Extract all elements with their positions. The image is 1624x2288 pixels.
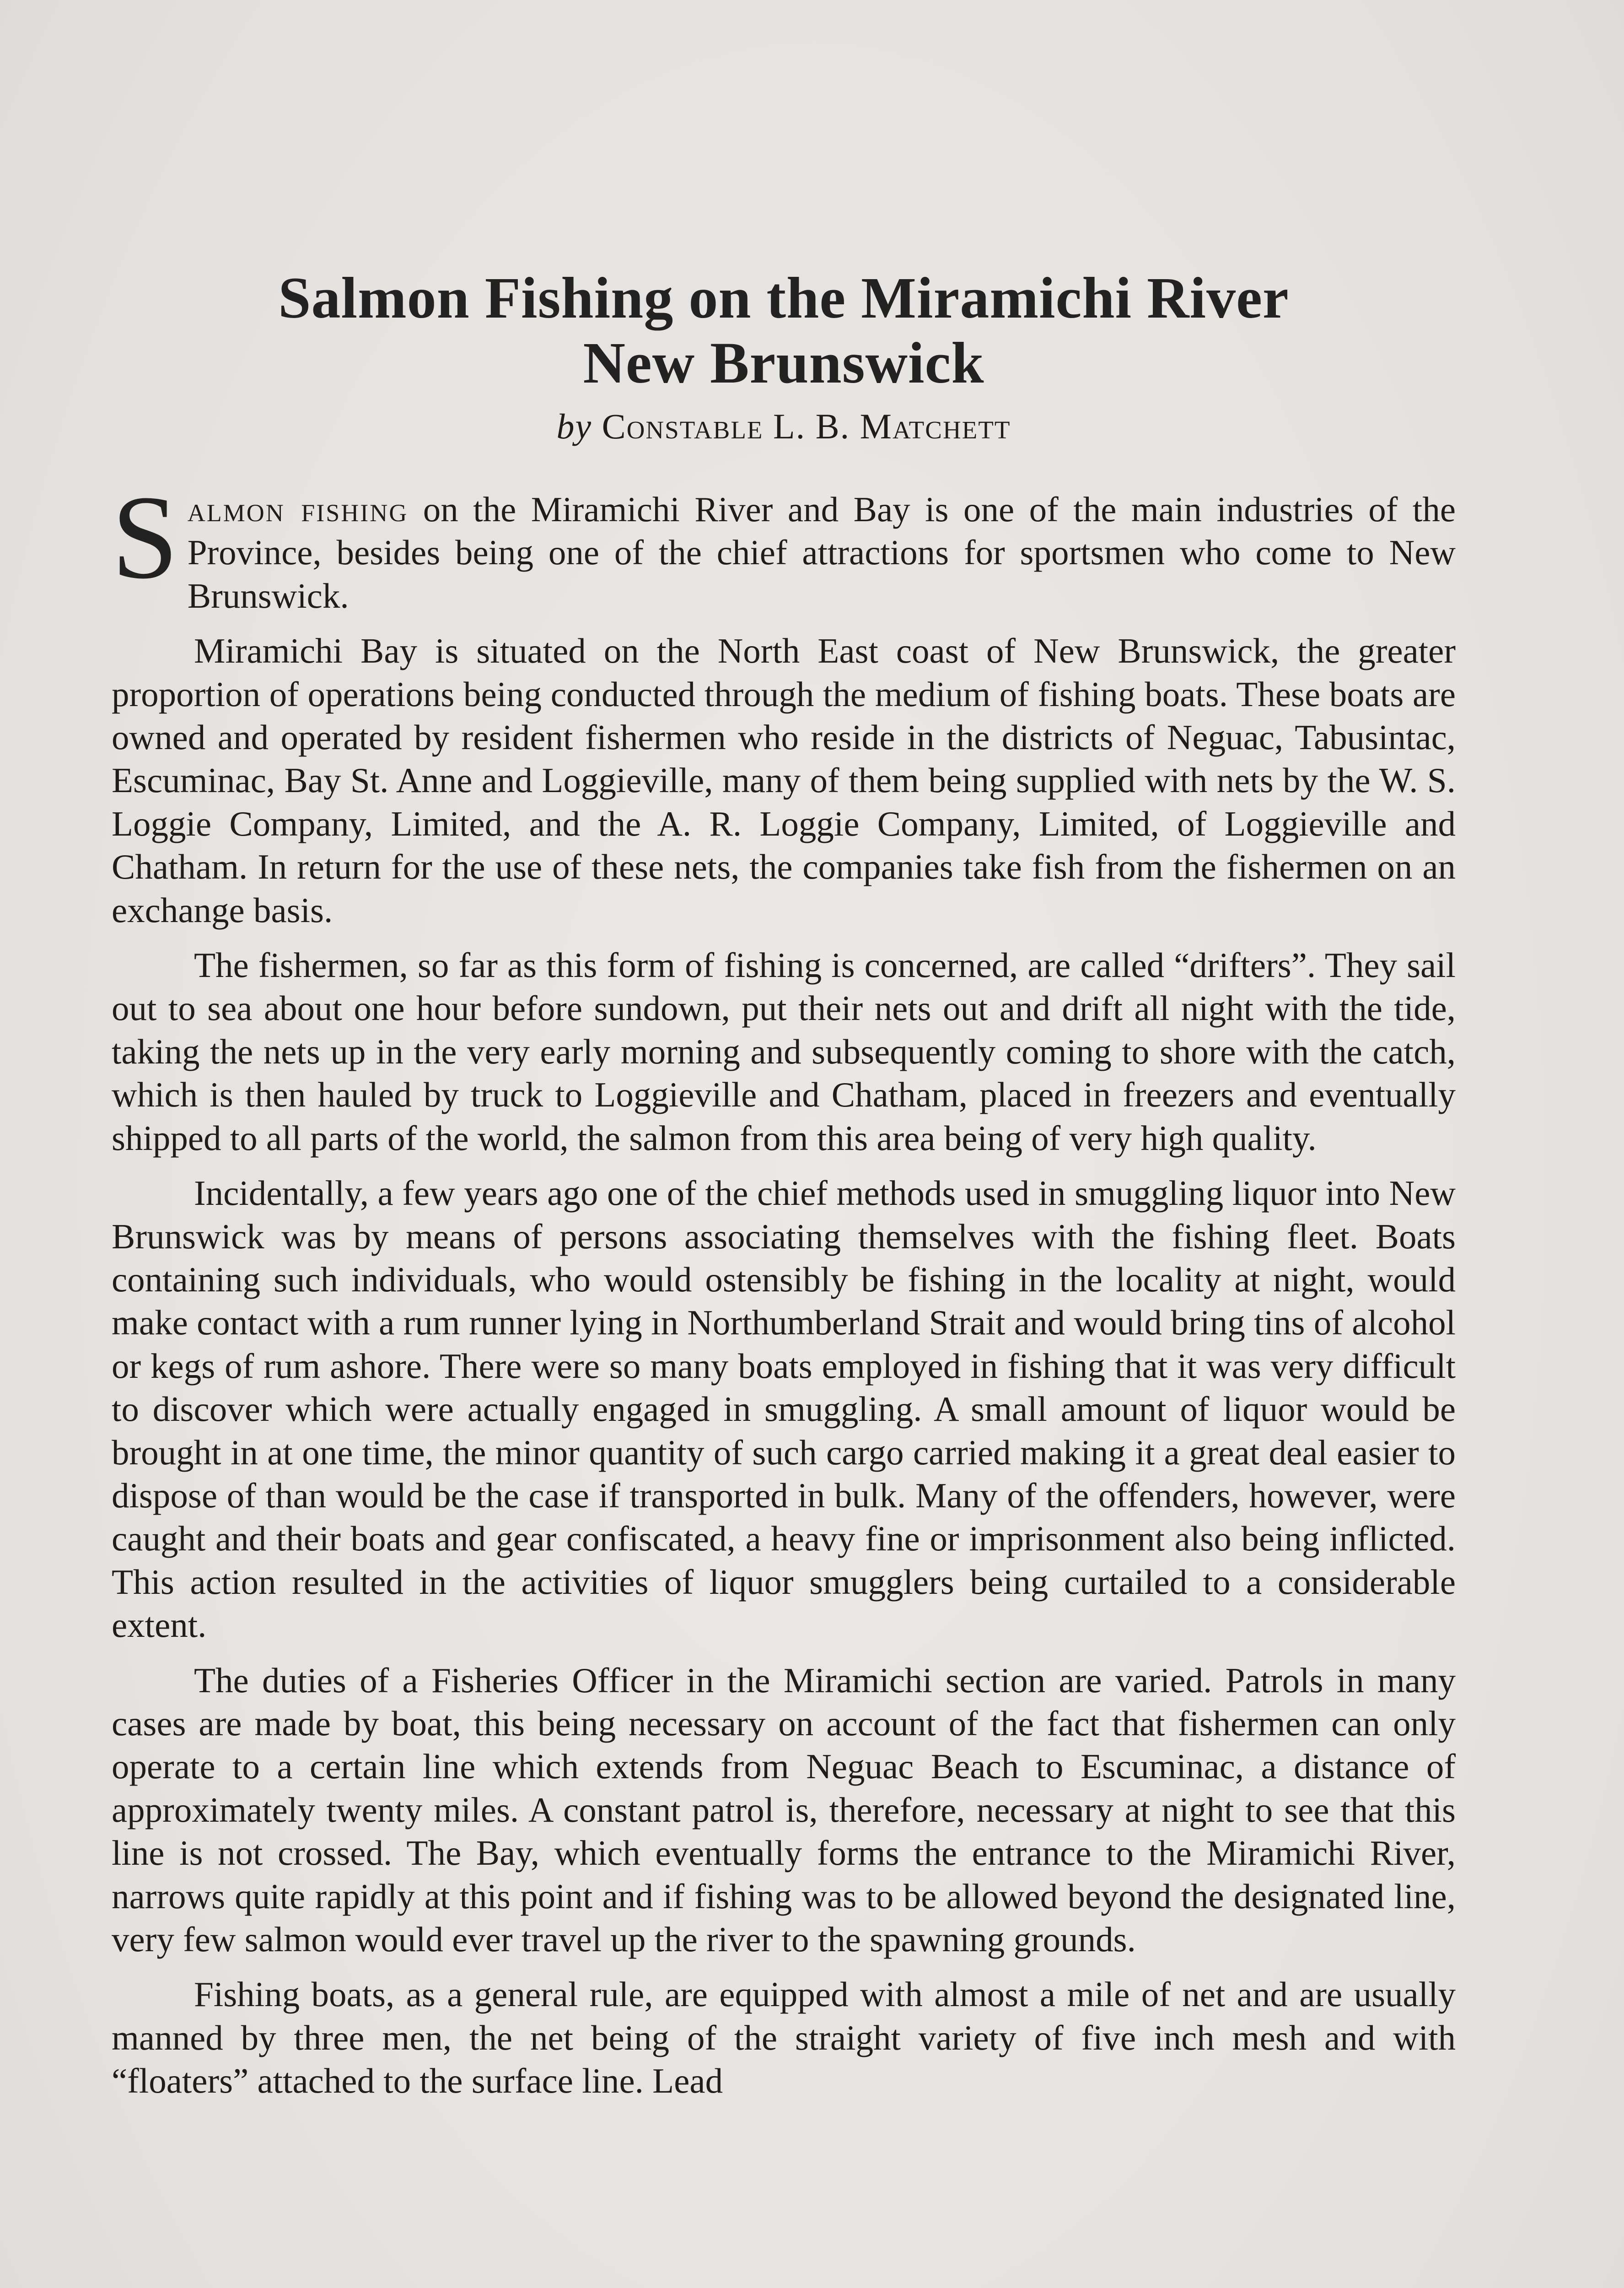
lead-in-small-caps: almon fishing — [187, 490, 409, 529]
paragraph-5: The duties of a Fisheries Officer in the Miramichi section are varied. Patrols in many cases are made by boat, this being necessary on account of the fact that fishermen can only operate to a certain line which extends from Neguac Beach to Escuminac, a distance of approximately twenty miles. A constant patrol is, therefore, necessary at night to see that this line is not crossed. The Bay, which eventually forms the entrance to the Miramichi River, narrows quite rapidly at this point and if fishing was to be allowed beyond the designated line, very few salmon would ever travel up the river to the spawning grounds. — [112, 1660, 1456, 1959]
title-line-2: New Brunswick — [583, 330, 984, 395]
byline — [112, 404, 1456, 449]
title-line-1: Salmon Fishing on the Miramichi River — [278, 265, 1289, 330]
article-body — [112, 471, 1456, 2103]
article-title — [112, 265, 1456, 395]
paragraph-1 — [112, 471, 1456, 617]
paragraph-2: Miramichi Bay is situated on the North East coast of New Brunswick, the greater proportion of operations being conducted through the medium of fishing boats. These boats are owned and operated by resident fishermen who reside in the districts of Neguac, Tabusintac, Escuminac, Bay St. Anne and Loggieville, many of them being supplied with nets by the W. S. Loggie Company, Limited, and the A. R. Loggie Company, Limited, of Loggieville and Chatham. In return for the use of these nets, the companies take fish from the fishermen on an exchange basis. — [112, 631, 1456, 930]
text-column — [112, 265, 1456, 2115]
byline-author: Constable L. B. Matchett — [602, 406, 1011, 446]
drop-cap: S — [112, 471, 178, 604]
paragraph-3: The fishermen, so far as this form of fishing is concerned, are called “drifters”. They sail out to sea about one hour before sundown, put their nets out and drift all night with the tide, taking the nets up in the very early morning and subsequently coming to shore with the catch, which is then hauled by truck to Loggieville and Chatham, placed in freezers and eventually shipped to all parts of the world, the salmon from this area being of very high quality. — [112, 945, 1456, 1158]
paragraph-4: Incidentally, a few years ago one of the chief methods used in smuggling liquor into New Brunswick was by means of persons associating themselves with the fishing fleet. Boats containing such individuals, who would ostensibly be fishing in the locality at night, would make contact with a rum runner lying in Northumberland Strait and would bring tins of alcohol or kegs of rum ashore. There were so many boats employed in fishing that it was very difficult to discover which were actually engaged in smuggling. A small amount of liquor would be brought in at one time, the minor quantity of such cargo carried making it a great deal easier to dispose of than would be the case if transported in bulk. Many of the offenders, however, were caught and their boats and gear confiscated, a heavy fine or imprisonment also being inflicted. This action resulted in the activities of liquor smugglers being curtailed to a considerable extent. — [112, 1173, 1456, 1645]
paragraph-6: Fishing boats, as a general rule, are equipped with almost a mile of net and are usually manned by three men, the net being of the straight variety of five inch mesh and with “floaters” attached to the surface line. Lead — [112, 1975, 1456, 2101]
byline-prefix: by — [556, 406, 592, 446]
paragraph-1-text: on the Miramichi River and Bay is one of the main industries of the Province, besides being one of the chief attractions for sportsmen who come to New Brunswick. — [187, 490, 1456, 615]
